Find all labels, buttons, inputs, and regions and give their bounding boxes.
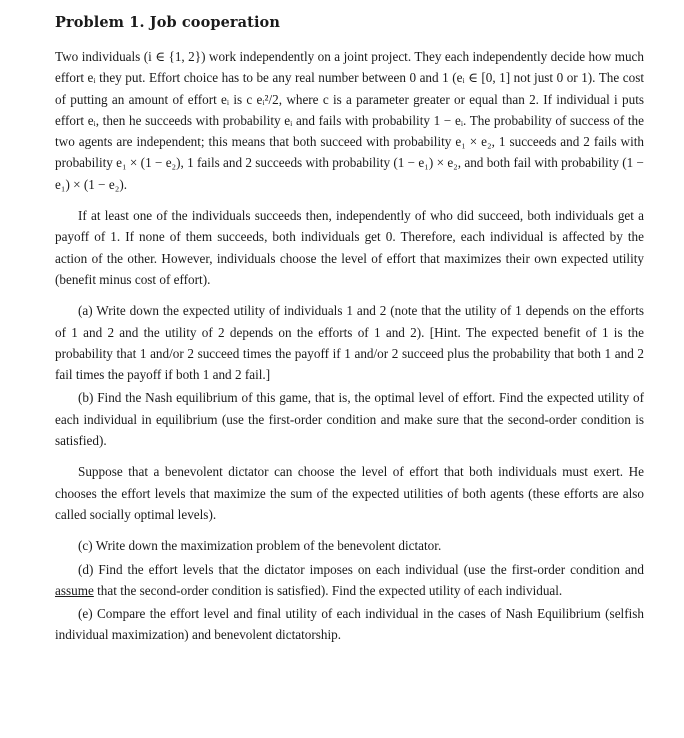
problem-title: Problem 1. Job cooperation bbox=[55, 14, 280, 31]
dictator-paragraph: Suppose that a benevolent dictator can choose the level of effort that both individuals must exert. He chooses the effort levels that maximize the sum of the expected utilities of both agents (these efforts are also called socially optimal levels). bbox=[55, 464, 644, 522]
question-d-text-end: that the second-order condition is satisfied). Find the expected utility of each individual. bbox=[93, 582, 563, 598]
question-d-text-start: (d) Find the effort levels that the dictator imposes on each individual (use the first-order condition and bbox=[78, 561, 644, 577]
intro-paragraph: Two individuals (i ∈ {1, 2}) work independently on a joint project. They each independently decide how much effort eᵢ they put. Effort choice has to be any real number between 0 and 1 (eᵢ ∈ [0, 1] not just 0 or 1). The cost of putting an amount of effort eᵢ is c eᵢ²/2, where c is a parameter greater or equal than 2. If individual i puts effort eᵢ, then he succeeds with probability eᵢ and fails with probability 1 − eᵢ. The probability of success of the two agents are independent; this means that both succeed with probability e₁ × e₂, 1 succeeds and 2 fails with probability e₁ × (1 − e₂), 1 fails and 2 succeeds with probability (1 − e₁) × e₂, and both fail with probability (1 − e₁) × (1 − e₂). bbox=[55, 49, 644, 192]
question-d-underlined-word: assume bbox=[55, 582, 94, 598]
question-a: (a) Write down the expected utility of individuals 1 and 2 (note that the utility of 1 depends on the efforts of 1 and 2 and the utility of 2 depends on the efforts of 1 and 2). [Hint. The expected benefit of 1 is the probability that 1 and/or 2 succeed times the payoff if 1 and/or 2 succeed plus the probability that both 1 and 2 fail times the payoff if both 1 and 2 fail.] bbox=[55, 303, 644, 383]
question-c: (c) Write down the maximization problem of the benevolent dictator. bbox=[78, 538, 442, 554]
payoff-paragraph: If at least one of the individuals succeeds then, independently of who did succeed, both individuals get a payoff of 1. If none of them succeeds, both individuals get 0. Therefore, each individual is affected by the action of the other. However, individuals choose the level of effort that maximizes their own expected utility (benefit minus cost of effort). bbox=[55, 208, 644, 287]
question-d bbox=[55, 559, 644, 602]
question-b: (b) Find the Nash equilibrium of this game, that is, the optimal level of effort. Find the expected utility of each individual in equilibrium (use the first-order condition and make sure that the second-order condition is satisfied). bbox=[55, 390, 644, 449]
question-e: (e) Compare the effort level and final utility of each individual in the cases of Nash Equilibrium (selfish individual maximization) and benevolent dictatorship. bbox=[55, 606, 644, 643]
